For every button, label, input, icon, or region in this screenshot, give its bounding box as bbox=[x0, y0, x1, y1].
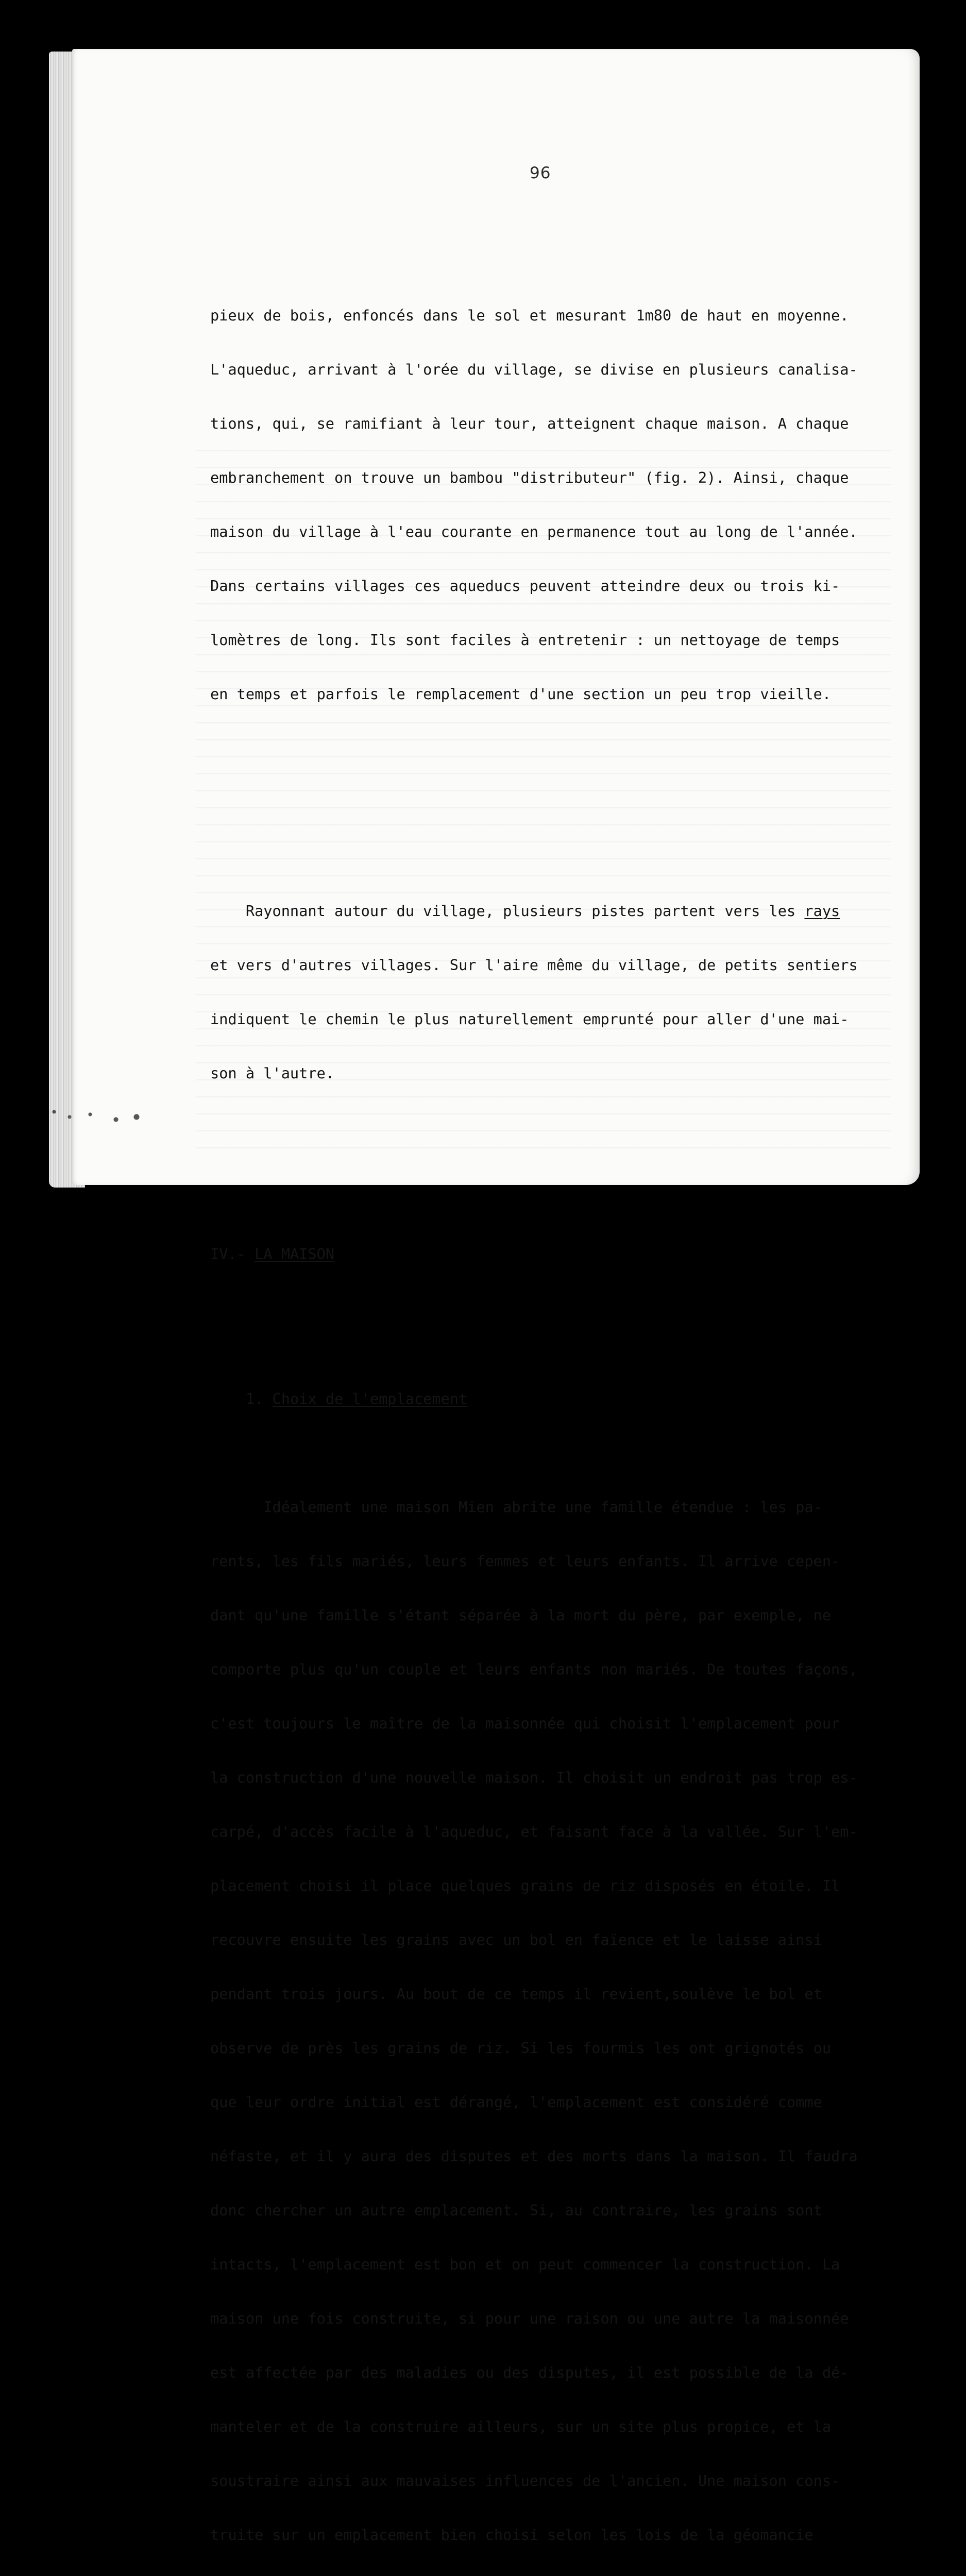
text-line: la construction d'une nouvelle maison. Il choisit un endroit pas trop es- bbox=[210, 1769, 858, 1786]
text-line: recouvre ensuite les grains avec un bol en faïence et le laisse ainsi bbox=[210, 1931, 822, 1948]
text-line: est affectée par des maladies ou des disputes, il est possible de la dé- bbox=[210, 2364, 849, 2381]
paragraph-site-choice bbox=[210, 1462, 901, 2576]
section-title: LA MAISON bbox=[255, 1245, 335, 1263]
text-line: placement choisi il place quelques grains de riz disposés en étoile. Il bbox=[210, 1877, 840, 1894]
text-line: tions, qui, se ramifiant à leur tour, atteignent chaque maison. A chaque bbox=[210, 415, 849, 432]
text-line: carpé, d'accès facile à l'aqueduc, et faisant face à la vallée. Sur l'em- bbox=[210, 1823, 858, 1840]
text-line: L'aqueduc, arrivant à l'orée du village, se divise en plusieurs canalisa- bbox=[210, 361, 858, 378]
text-line: lomètres de long. Ils sont faciles à entretenir : un nettoyage de temps bbox=[210, 631, 840, 649]
text-line: observe de près les grains de riz. Si les fourmis les ont grignotés ou bbox=[210, 2039, 832, 2057]
text-line: manteler et de la construire ailleurs, sur un site plus propice, et la bbox=[210, 2418, 832, 2435]
section-heading bbox=[210, 1245, 901, 1263]
text-line: Dans certains villages ces aqueducs peuvent atteindre deux ou trois ki- bbox=[210, 577, 840, 595]
body-text bbox=[210, 234, 901, 2576]
page-number: 96 bbox=[530, 164, 551, 182]
text-line: dant qu'une famille s'étant séparée à la mort du père, par exemple, ne bbox=[210, 1606, 832, 1624]
text-line: Idéalement une maison Mien abrite une famille étendue : les pa- bbox=[210, 1498, 822, 1516]
text-line: pieux de bois, enfoncés dans le sol et mesurant 1m80 de haut en moyenne. bbox=[210, 307, 849, 324]
underlined-term: rays bbox=[804, 902, 840, 920]
paragraph-paths bbox=[210, 866, 901, 1118]
text-line: en temps et parfois le remplacement d'une section un peu trop vieille. bbox=[210, 685, 832, 703]
text-line: indiquent le chemin le plus naturellement emprunté pour aller d'une mai- bbox=[210, 1010, 849, 1028]
scan-artifact bbox=[49, 1107, 152, 1138]
text-line: rents, les fils mariés, leurs femmes et leurs enfants. Il arrive cepen- bbox=[210, 1552, 840, 1570]
text-line: comporte plus qu'un couple et leurs enfants non mariés. De toutes façons, bbox=[210, 1660, 858, 1678]
subsection-heading bbox=[210, 1390, 901, 1408]
blank-line bbox=[210, 793, 901, 812]
text-line: son à l'autre. bbox=[210, 1064, 335, 1082]
text-line: que leur ordre initial est dérangé, l'emplacement est considéré comme bbox=[210, 2093, 822, 2111]
text-line: et vers d'autres villages. Sur l'aire même du village, de petits sentiers bbox=[210, 956, 858, 974]
text-run: Rayonnant autour du village, plusieurs pistes partent vers les bbox=[210, 902, 805, 920]
text-line: c'est toujours le maître de la maisonnée qui choisit l'emplacement pour bbox=[210, 1715, 840, 1732]
subsection-title: Choix de l'emplacement bbox=[272, 1390, 468, 1408]
text-line: soustraire ainsi aux mauvaises influences de l'ancien. Une maison cons- bbox=[210, 2472, 840, 2489]
text-line bbox=[210, 902, 901, 920]
text-line: donc chercher un autre emplacement. Si, au contraire, les grains sont bbox=[210, 2201, 822, 2219]
text-line: maison une fois construite, si pour une raison ou une autre la maisonnée bbox=[210, 2310, 849, 2327]
text-line: néfaste, et il y aura des disputes et des morts dans la maison. Il faudra bbox=[210, 2147, 858, 2165]
text-line: maison du village à l'eau courante en permanence tout au long de l'année. bbox=[210, 523, 858, 540]
text-line: pendant trois jours. Au bout de ce temps il revient,soulève le bol et bbox=[210, 1985, 822, 2003]
blank-line bbox=[210, 1173, 901, 1191]
subsection-number: 1. bbox=[210, 1390, 273, 1408]
section-number: IV.- bbox=[210, 1245, 255, 1263]
blank-line bbox=[210, 1317, 901, 1336]
text-line: embranchement on trouve un bambou "distributeur" (fig. 2). Ainsi, chaque bbox=[210, 469, 849, 486]
text-line: intacts, l'emplacement est bon et on peut commencer la construction. La bbox=[210, 2256, 840, 2273]
paragraph-aqueduct bbox=[210, 270, 901, 739]
text-line: truite sur un emplacement bien choisi selon les lois de la géomancie bbox=[210, 2526, 814, 2544]
